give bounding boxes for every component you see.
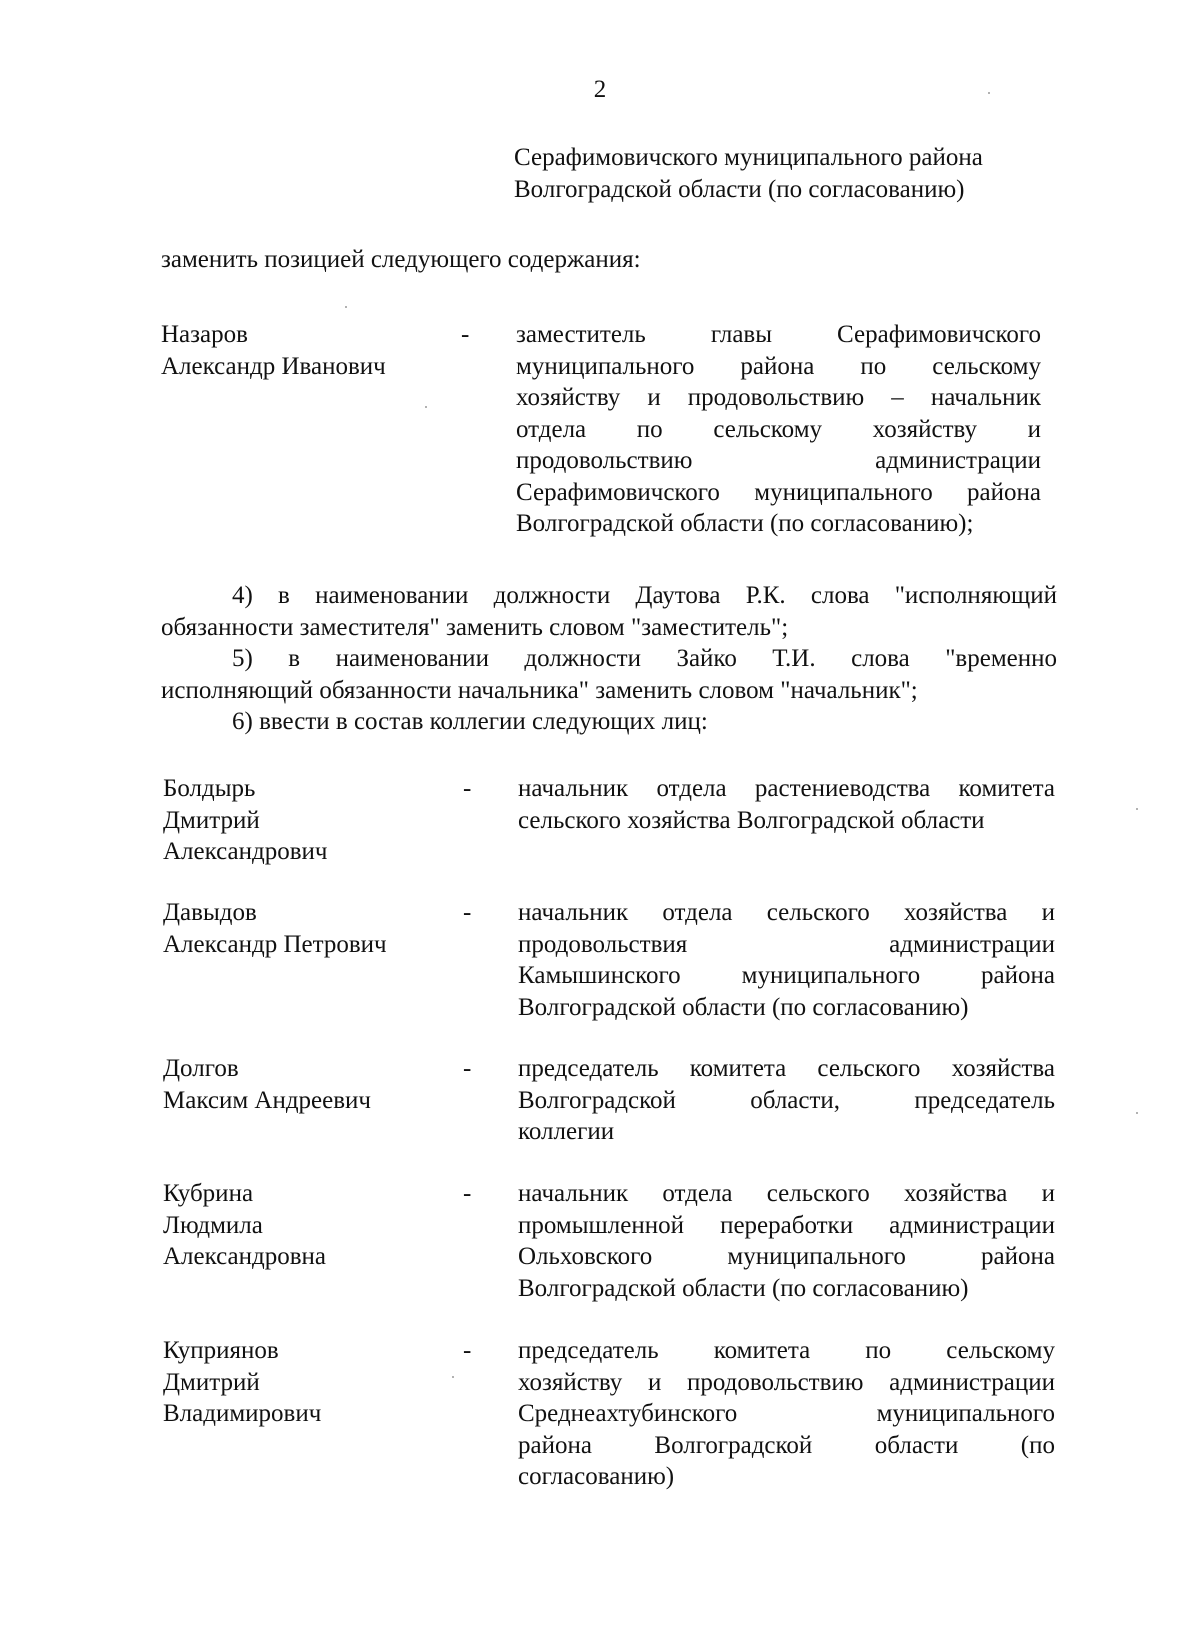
continuation-line: Серафимовичского муниципального района (514, 144, 983, 171)
description-line: продовольствию администрации (516, 447, 1041, 474)
name-line: Александровна (163, 1243, 327, 1270)
description-line: председатель комитета по сельскому (518, 1337, 1055, 1364)
description-line: согласованию) (518, 1463, 675, 1490)
entry-dash: - (463, 775, 472, 802)
name-line: Долгов (163, 1055, 239, 1082)
description-line: Серафимовичского муниципального района (516, 478, 1041, 506)
description-line: Волгоградской области, председатель (518, 1086, 1055, 1114)
intro-text: заменить позицией следующего содержания: (161, 246, 641, 273)
description-line: промышленной переработки администрации (518, 1211, 1055, 1239)
position-description (516, 319, 1041, 540)
description-line: отдела по сельскому хозяйству и (516, 415, 1041, 443)
description-line: Волгоградской области (по согласованию) (518, 993, 969, 1021)
description-line: Среднеахтубинского муниципального (518, 1400, 1055, 1427)
scan-speck (452, 1376, 454, 1378)
description-line: района Волгоградской области (по (518, 1431, 1055, 1459)
scan-speck (1136, 808, 1138, 810)
surname: Назаров (161, 321, 248, 348)
description-line: сельского хозяйства Волгоградской области (518, 806, 985, 834)
name-line: Дмитрий (163, 1368, 260, 1396)
scan-speck (1136, 1112, 1138, 1114)
description-line: продовольствия администрации (518, 930, 1055, 958)
entry-dash: - (463, 1055, 472, 1082)
given-names: Александр Иванович (161, 352, 386, 380)
description-line: заместитель главы Серафимовичского (516, 321, 1041, 348)
name-line: Людмила (163, 1211, 263, 1239)
item-line: 5) в наименовании должности Зайко Т.И. слова "временно (232, 645, 1057, 672)
position-description (518, 1178, 1055, 1304)
name-line: Кубрина (163, 1180, 254, 1207)
item-line: 4) в наименовании должности Даутова Р.К. слова "исполняющий (232, 582, 1057, 609)
entry-dash: - (463, 899, 472, 926)
person-name (163, 773, 443, 868)
description-line: муниципального района по сельскому (516, 352, 1041, 380)
name-line: Куприянов (163, 1337, 279, 1364)
description-line: начальник отдела сельского хозяйства и (518, 899, 1055, 926)
continuation-text (514, 142, 1034, 205)
person-name (163, 897, 443, 960)
continuation-line: Волгоградской области (по согласованию) (514, 175, 965, 203)
name-line: Александр Петрович (163, 930, 387, 958)
position-description (518, 1053, 1055, 1148)
page-number: 2 (593, 76, 607, 103)
description-line: коллегии (518, 1118, 615, 1145)
name-line: Дмитрий (163, 806, 260, 834)
position-description (518, 1335, 1055, 1493)
item-line: 6) ввести в состав коллегии следующих лиц: (232, 708, 708, 735)
description-line: хозяйству и продовольствию – начальник (516, 384, 1041, 411)
scan-speck (988, 92, 990, 94)
item-line: исполняющий обязанности начальника" заменить словом "начальник"; (161, 676, 918, 704)
person-name (163, 1053, 443, 1116)
description-line: Волгоградской области (по согласованию); (516, 510, 974, 537)
position-description (518, 897, 1055, 1023)
description-line: хозяйству и продовольствию администрации (518, 1368, 1055, 1396)
name-line: Александрович (163, 838, 328, 865)
name-line: Давыдов (163, 899, 257, 926)
item-line: обязанности заместителя" заменить словом "заместитель"; (161, 613, 789, 641)
name-line: Владимирович (163, 1400, 322, 1427)
description-line: начальник отдела растениеводства комитета (518, 775, 1055, 802)
entry-dash: - (463, 1337, 472, 1364)
person-name (163, 1178, 443, 1273)
description-line: председатель комитета сельского хозяйства (518, 1055, 1055, 1082)
person-name (163, 1335, 443, 1430)
description-line: начальник отдела сельского хозяйства и (518, 1180, 1055, 1207)
description-line: Ольховского муниципального района (518, 1243, 1055, 1270)
amendment-items (161, 580, 1057, 738)
entry-dash: - (463, 1180, 472, 1207)
scan-speck (345, 306, 347, 308)
name-line: Болдырь (163, 775, 256, 802)
position-description (518, 773, 1055, 836)
entry-dash: - (461, 321, 470, 348)
description-line: Камышинского муниципального района (518, 962, 1055, 989)
description-line: Волгоградской области (по согласованию) (518, 1274, 969, 1302)
name-line: Максим Андреевич (163, 1086, 371, 1114)
scan-speck (425, 406, 427, 408)
person-name (161, 319, 441, 382)
